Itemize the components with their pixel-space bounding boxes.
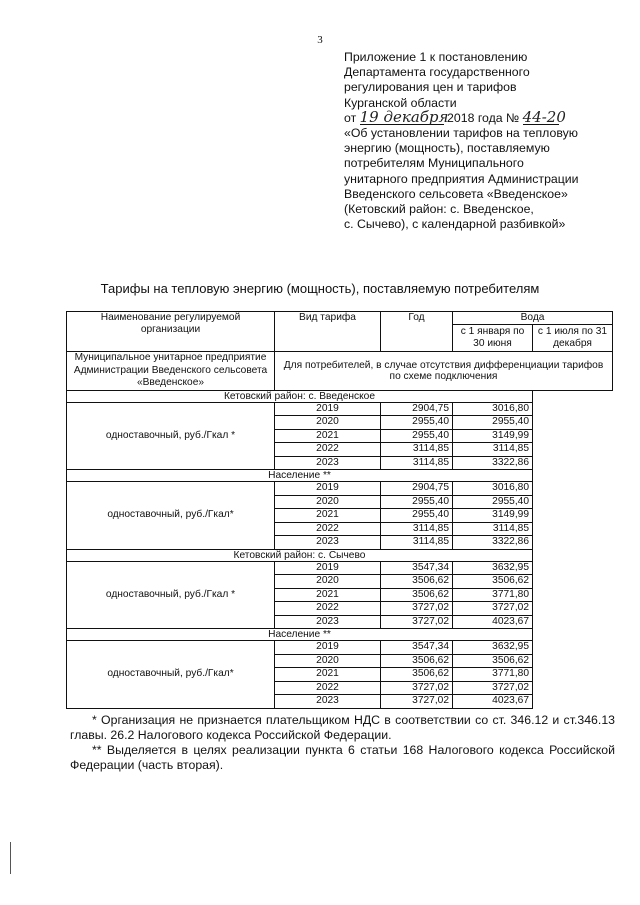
h2-value-cell: 2955,40 <box>453 416 533 430</box>
handwritten-date: 19 декабря <box>359 107 449 126</box>
h1-value-cell: 3727,02 <box>381 695 453 709</box>
group-label-row <box>67 390 613 402</box>
h2-value-cell: 3114,85 <box>453 522 533 536</box>
year-cell: 2022 <box>275 602 381 616</box>
h2-value-cell: 3016,80 <box>453 402 533 416</box>
group-label-row <box>67 549 613 561</box>
h1-value-cell: 3547,34 <box>381 641 453 655</box>
h2-value-cell: 3506,62 <box>453 575 533 589</box>
h2-value-cell: 3149,99 <box>453 429 533 443</box>
header-year: Год <box>381 312 453 352</box>
h2-value-cell: 3727,02 <box>453 602 533 616</box>
year-cell: 2022 <box>275 522 381 536</box>
tariff-type-cell: одноставочный, руб./Гкал* <box>67 482 275 550</box>
group-label: Население ** <box>67 629 533 641</box>
h1-value-cell: 3727,02 <box>381 602 453 616</box>
h1-value-cell: 3506,62 <box>381 588 453 602</box>
year-cell: 2019 <box>275 641 381 655</box>
h2-value-cell: 3771,80 <box>453 588 533 602</box>
year-cell: 2019 <box>275 402 381 416</box>
h2-value-cell: 4023,67 <box>453 695 533 709</box>
year-cell: 2023 <box>275 615 381 629</box>
org-name-cell: Муниципальное унитарное предприятие Администрации Введенского сельсовета «Введенское» <box>67 352 275 391</box>
h1-value-cell: 3114,85 <box>381 443 453 457</box>
year-cell: 2020 <box>275 575 381 589</box>
tariff-type-cell: одноставочный, руб./Гкал* <box>67 641 275 709</box>
header-water: Вода <box>453 312 613 325</box>
header-line: Департамента государственного <box>344 65 530 80</box>
h1-value-cell: 2955,40 <box>381 495 453 509</box>
group-label: Кетовский район: с. Введенское <box>67 390 533 402</box>
h1-value-cell: 2955,40 <box>381 416 453 430</box>
h2-value-cell: 3322,86 <box>453 536 533 550</box>
h1-value-cell: 2904,75 <box>381 482 453 496</box>
tariff-type-cell: одноставочный, руб./Гкал * <box>67 402 275 470</box>
h1-value-cell: 3114,85 <box>381 536 453 550</box>
year-cell: 2021 <box>275 429 381 443</box>
table-groups <box>67 390 613 708</box>
header-title-line: с. Сычево), с календарной разбивкой» <box>344 217 566 232</box>
header-line: регулирования цен и тарифов <box>344 80 517 95</box>
year-cell: 2023 <box>275 456 381 470</box>
document-header <box>344 50 614 232</box>
h1-value-cell: 2955,40 <box>381 429 453 443</box>
top-note: Для потребителей, в случае отсутствия дифференциации тарифов по схеме подключения <box>275 352 613 391</box>
footnote-1: * Организация не признается плательщиком НДС в соответствии со ст. 346.12 и ст.346.13 главы. 26.2 Налогового кодекса Российской Федерации. <box>70 713 615 742</box>
date-prefix: от <box>344 110 357 125</box>
year-cell: 2020 <box>275 416 381 430</box>
h1-value-cell: 3727,02 <box>381 615 453 629</box>
h1-value-cell: 3114,85 <box>381 522 453 536</box>
h1-value-cell: 2904,75 <box>381 402 453 416</box>
page-number: 3 <box>317 34 323 46</box>
footnote-2: ** Выделяется в целях реализации пункта 6 статьи 168 Налогового кодекса Российской Федерации (часть вторая). <box>70 743 615 772</box>
h2-value-cell: 3727,02 <box>453 681 533 695</box>
table-title: Тарифы на тепловую энергию (мощность), поставляемую потребителям <box>100 281 540 296</box>
h1-value-cell: 3506,62 <box>381 668 453 682</box>
year-cell: 2019 <box>275 482 381 496</box>
year-text: 2018 года № <box>447 110 520 125</box>
table-row <box>67 482 613 496</box>
h2-value-cell: 4023,67 <box>453 615 533 629</box>
table-row <box>67 641 613 655</box>
h2-value-cell: 3506,62 <box>453 654 533 668</box>
h2-value-cell: 3149,99 <box>453 509 533 523</box>
year-cell: 2020 <box>275 495 381 509</box>
h2-value-cell: 3016,80 <box>453 482 533 496</box>
header-line: Курганской области <box>344 95 457 110</box>
handwritten-number: 44-20 <box>522 107 566 126</box>
h1-value-cell: 3114,85 <box>381 456 453 470</box>
header-org: Наименование регулируемой организации <box>67 312 275 352</box>
header-title-line: унитарного предприятия Администрации <box>344 171 579 186</box>
year-cell: 2021 <box>275 588 381 602</box>
h2-value-cell: 2955,40 <box>453 495 533 509</box>
year-cell: 2023 <box>275 536 381 550</box>
h2-value-cell: 3114,85 <box>453 443 533 457</box>
h2-value-cell: 3632,95 <box>453 641 533 655</box>
h2-value-cell: 3771,80 <box>453 668 533 682</box>
margin-mark <box>10 842 12 874</box>
year-cell: 2023 <box>275 695 381 709</box>
header-line: Приложение 1 к постановлению <box>344 50 528 64</box>
header-title-line: энергию (мощность), поставляемую <box>344 141 550 156</box>
year-cell: 2022 <box>275 681 381 695</box>
year-cell: 2022 <box>275 443 381 457</box>
h1-value-cell: 3506,62 <box>381 575 453 589</box>
group-label: Кетовский район: с. Сычево <box>67 549 533 561</box>
header-period-2: с 1 июля по 31 декабря <box>533 325 613 352</box>
tariff-type-cell: одноставочный, руб./Гкал * <box>67 561 275 629</box>
group-label-row <box>67 470 613 482</box>
h1-value-cell: 3727,02 <box>381 681 453 695</box>
h1-value-cell: 3506,62 <box>381 654 453 668</box>
table-row <box>67 402 613 416</box>
year-cell: 2019 <box>275 561 381 575</box>
header-title-line: потребителям Муниципального <box>344 156 524 171</box>
table-row <box>67 561 613 575</box>
group-label: Население ** <box>67 470 533 482</box>
h1-value-cell: 2955,40 <box>381 509 453 523</box>
year-cell: 2021 <box>275 668 381 682</box>
header-title-line: «Об установлении тарифов на тепловую <box>344 126 578 141</box>
footnotes <box>70 713 615 773</box>
tariffs-table <box>66 311 613 709</box>
header-title-line: Введенского сельсовета «Введенское» <box>344 186 568 201</box>
group-label-row <box>67 629 613 641</box>
year-cell: 2021 <box>275 509 381 523</box>
h2-value-cell: 3322,86 <box>453 456 533 470</box>
header-title-line: (Кетовский район: с. Введенское, <box>344 202 534 217</box>
h2-value-cell: 3632,95 <box>453 561 533 575</box>
h1-value-cell: 3547,34 <box>381 561 453 575</box>
header-tariff-type: Вид тарифа <box>275 312 381 352</box>
header-period-1: с 1 января по 30 июня <box>453 325 533 352</box>
year-cell: 2020 <box>275 654 381 668</box>
header-date-line <box>344 107 614 126</box>
